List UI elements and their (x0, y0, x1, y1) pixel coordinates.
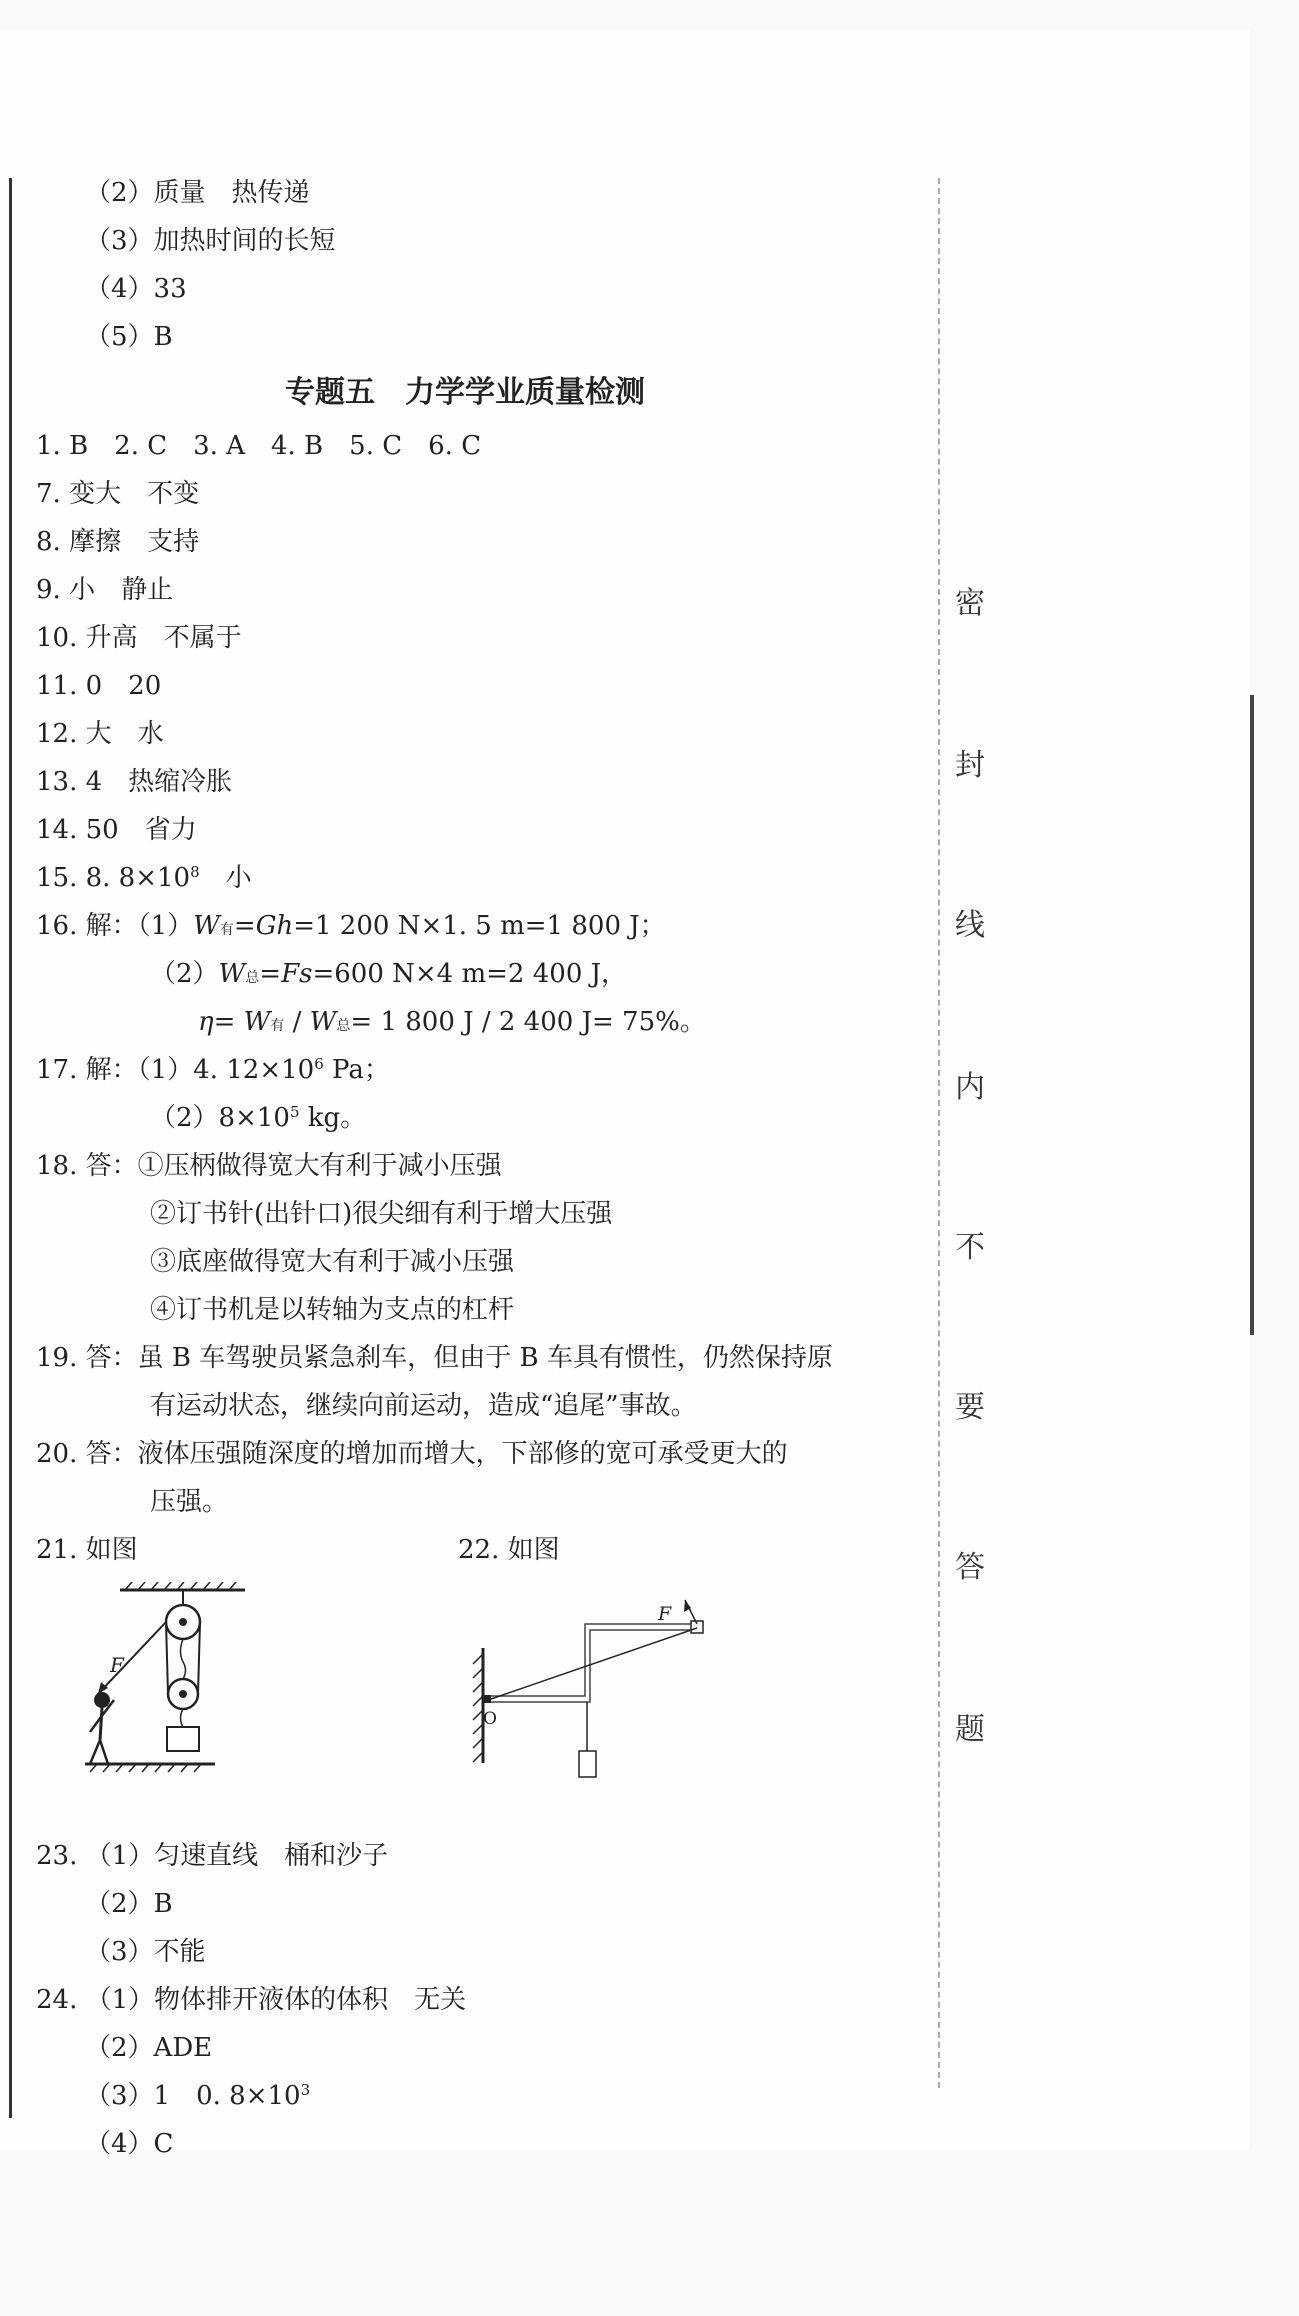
answer-line: 10. 升高 不属于 (36, 623, 242, 653)
answer-text: （1） (137, 911, 194, 941)
exponent: 8 (190, 863, 200, 881)
answer-line: （3）加热时间的长短 (85, 226, 336, 256)
answer-line: 16. 解：$(1)W_有=Gh=1$ 200 N×1. 5 m=1 800 J； (36, 911, 666, 941)
force-label: F (658, 1603, 672, 1625)
answer-page (0, 30, 1250, 2150)
pivot-label: O (483, 1709, 497, 1729)
answer-line: 13. 4 热缩冷胀 (36, 767, 233, 797)
answer-line: （4）33 (85, 274, 187, 304)
answer-line (36, 1436, 788, 1472)
answer-line: 24. （1）物体排开液体的体积 无关 (36, 1985, 467, 2015)
symbol-W: W (218, 959, 246, 989)
left-margin-bar (9, 178, 12, 2118)
pulley-figure (80, 1582, 260, 1792)
answer-text: 15. 8. 8×10 (36, 863, 191, 893)
symbol-W: W (243, 1007, 271, 1037)
answer-text: （1）4. 12×10 (137, 1055, 315, 1085)
seal-char: 内 (955, 1070, 985, 1105)
answer-line: $(2)W_总=Fs=600$ N×4 m=2 400 J， (150, 959, 628, 989)
answer-line: ④订书机是以转轴为支点的杠杆 (150, 1295, 515, 1325)
answer-label: 16. 解： (36, 911, 138, 941)
subscript: 有 (219, 922, 234, 938)
seal-char: 封 (955, 748, 985, 783)
subscript: 有 (270, 1018, 285, 1034)
answer-line: ②订书针(出针口)很尖细有利于增大压强 (150, 1199, 613, 1229)
answer-text: （3）1 0. 8×10 (85, 2081, 301, 2111)
answer-line: 8. 摩擦 支持 (36, 527, 200, 557)
subscript: 总 (245, 970, 260, 986)
seal-dashed-line (938, 178, 940, 2088)
symbol-eta: η (198, 1007, 214, 1037)
answer-line: （4）C (85, 2129, 174, 2159)
answer-line: $\eta= W_有 / W_总= 1$ 800 J / 2 400 J= 75%。 (198, 1007, 706, 1037)
answer-line (36, 860, 252, 896)
symbol-Fs: Fs (281, 959, 313, 989)
answer-line: 有运动状态，继续向前运动，造成“追尾”事故。 (150, 1391, 697, 1421)
answer-line: （3）不能 (85, 1937, 206, 1967)
seal-char: 题 (955, 1712, 985, 1747)
lever-figure (465, 1588, 725, 1800)
answer-label: 20. 答： (36, 1439, 138, 1469)
exponent: 6 (314, 1055, 324, 1073)
answer-line: 12. 大 水 (36, 719, 164, 749)
seal-char: 要 (955, 1390, 985, 1425)
answer-text: （2）8×10 (150, 1103, 290, 1133)
seal-char: 答 (955, 1550, 985, 1585)
answer-line: （5）B (85, 322, 173, 352)
answer-line (85, 2078, 310, 2114)
answer-line (36, 1052, 390, 1088)
answer-line: 1. B 2. C 3. A 4. B 5. C 6. C (36, 431, 482, 461)
answer-line: （2）ADE (85, 2033, 213, 2063)
seal-char: 密 (955, 586, 985, 621)
symbol-W: W (309, 1007, 337, 1037)
seal-char: 线 (955, 908, 985, 943)
answer-line: 压强。 (150, 1487, 229, 1517)
seal-char: 不 (955, 1230, 985, 1265)
answer-text: 液体压强随深度的增加而增大，下部修的宽可承受更大的 (137, 1439, 788, 1469)
answer-label: 17. 解： (36, 1055, 138, 1085)
answer-text: Pa； (323, 1055, 390, 1085)
answer-line: 11. 0 20 (36, 671, 162, 701)
answer-line: 23. （1）匀速直线 桶和沙子 (36, 1841, 389, 1871)
symbol-Gh: Gh (255, 911, 294, 941)
answer-text: （2） (150, 959, 219, 989)
answer-label: 18. 答： (36, 1151, 138, 1181)
answer-line: 21. 如图 (36, 1535, 138, 1565)
answer-line: 22. 如图 (458, 1535, 560, 1565)
exponent: 3 (300, 2081, 311, 2099)
answer-text: =1 200 N×1. 5 m=1 800 J； (293, 911, 666, 941)
answer-line: 7. 变大 不变 (36, 479, 200, 509)
exponent: 5 (289, 1103, 300, 1121)
answer-text: ①压柄做得宽大有利于减小压强 (137, 1151, 502, 1181)
answer-text: kg。 (299, 1103, 367, 1133)
answer-text: 小 (199, 863, 252, 893)
answer-label: 19. 答： (36, 1343, 138, 1373)
subscript: 总 (336, 1018, 351, 1034)
answer-line: 9. 小 静止 (36, 575, 174, 605)
answer-line: 14. 50 省力 (36, 815, 197, 845)
section-title: 专题五 力学学业质量检测 (285, 375, 645, 410)
answer-line (36, 1148, 502, 1184)
answer-text: =600 N×4 m=2 400 J， (312, 959, 628, 989)
force-label: F (110, 1653, 124, 1677)
symbol-W: W (193, 911, 220, 941)
answer-line: （2）质量 热传递 (85, 178, 310, 208)
answer-line (36, 1340, 833, 1376)
answer-line: ③底座做得宽大有利于减小压强 (150, 1247, 515, 1277)
answer-text: = 1 800 J / 2 400 J= 75%。 (350, 1007, 706, 1037)
right-margin-bar (1250, 695, 1254, 1335)
answer-text: 虽 B 车驾驶员紧急刹车，但由于 B 车具有惯性，仍然保持原 (137, 1343, 833, 1373)
answer-line: （2）B (85, 1889, 173, 1919)
answer-line (150, 1100, 366, 1136)
